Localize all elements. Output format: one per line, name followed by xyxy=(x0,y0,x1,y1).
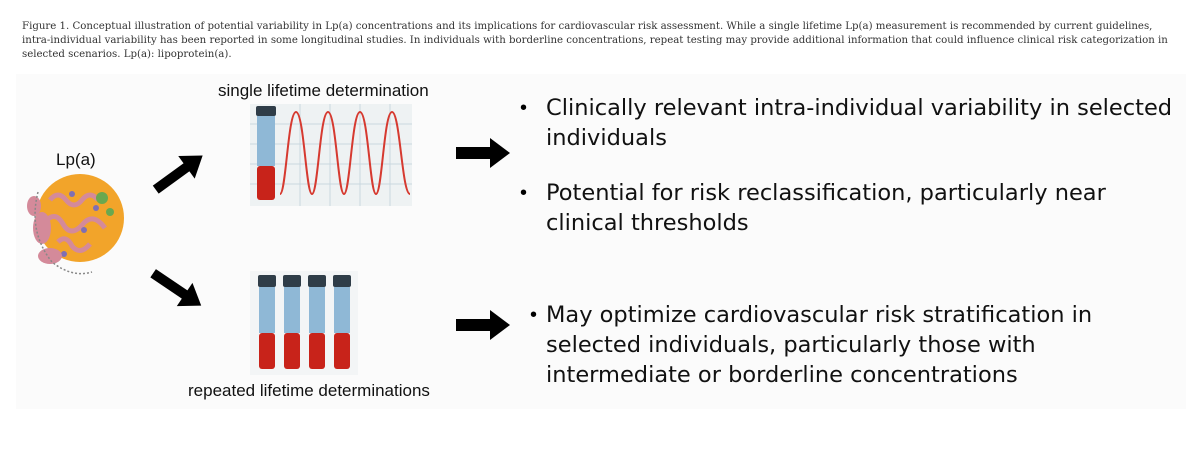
lipoprotein-particle-icon xyxy=(20,170,130,275)
bottom-bullet-1: • May optimize cardiovascular risk stratification in selected individuals, particularly those with intermediate or borderline concentrations xyxy=(520,300,1180,392)
repeated-determinations-label: repeated lifetime determinations xyxy=(188,381,430,400)
particle-label: Lp(a) xyxy=(56,150,96,169)
arrow-to-top-bullets-icon xyxy=(454,138,514,168)
bottom-bullet-1-text: May optimize cardiovascular risk stratification in selected individuals, particularly those with intermediate or borderline concentrations xyxy=(546,302,1093,388)
top-bullet-2-text: Potential for risk reclassification, particularly near clinical thresholds xyxy=(546,180,1106,236)
arrow-to-bottom-bullets-icon xyxy=(454,310,514,340)
figure-caption: Figure 1. Conceptual illustration of potential variability in Lp(a) concentrations and its implications for cardiovascular risk assessment. While a single lifetime Lp(a) measurement is recommended by current guidelines, intra-individual variability has been reported in some longitudinal studies. In individuals with borderline concentrations, repeat testing may provide additional information that could influence clinical risk categorization in selected scenarios. Lp(a): lipoprotein(a). xyxy=(22,21,1168,60)
repeated-tubes-photo xyxy=(250,271,358,375)
single-tube-photo xyxy=(250,104,412,206)
top-bullet-1: • Clinically relevant intra-individual variability in selected individuals xyxy=(520,93,1180,155)
arrow-to-repeated-icon xyxy=(146,266,210,314)
top-bullet-2: • Potential for risk reclassification, particularly near clinical thresholds xyxy=(520,178,1180,240)
single-determination-label: single lifetime determination xyxy=(218,81,429,100)
top-bullet-1-text: Clinically relevant intra-individual variability in selected individuals xyxy=(546,95,1173,151)
arrow-to-single-icon xyxy=(148,148,212,196)
